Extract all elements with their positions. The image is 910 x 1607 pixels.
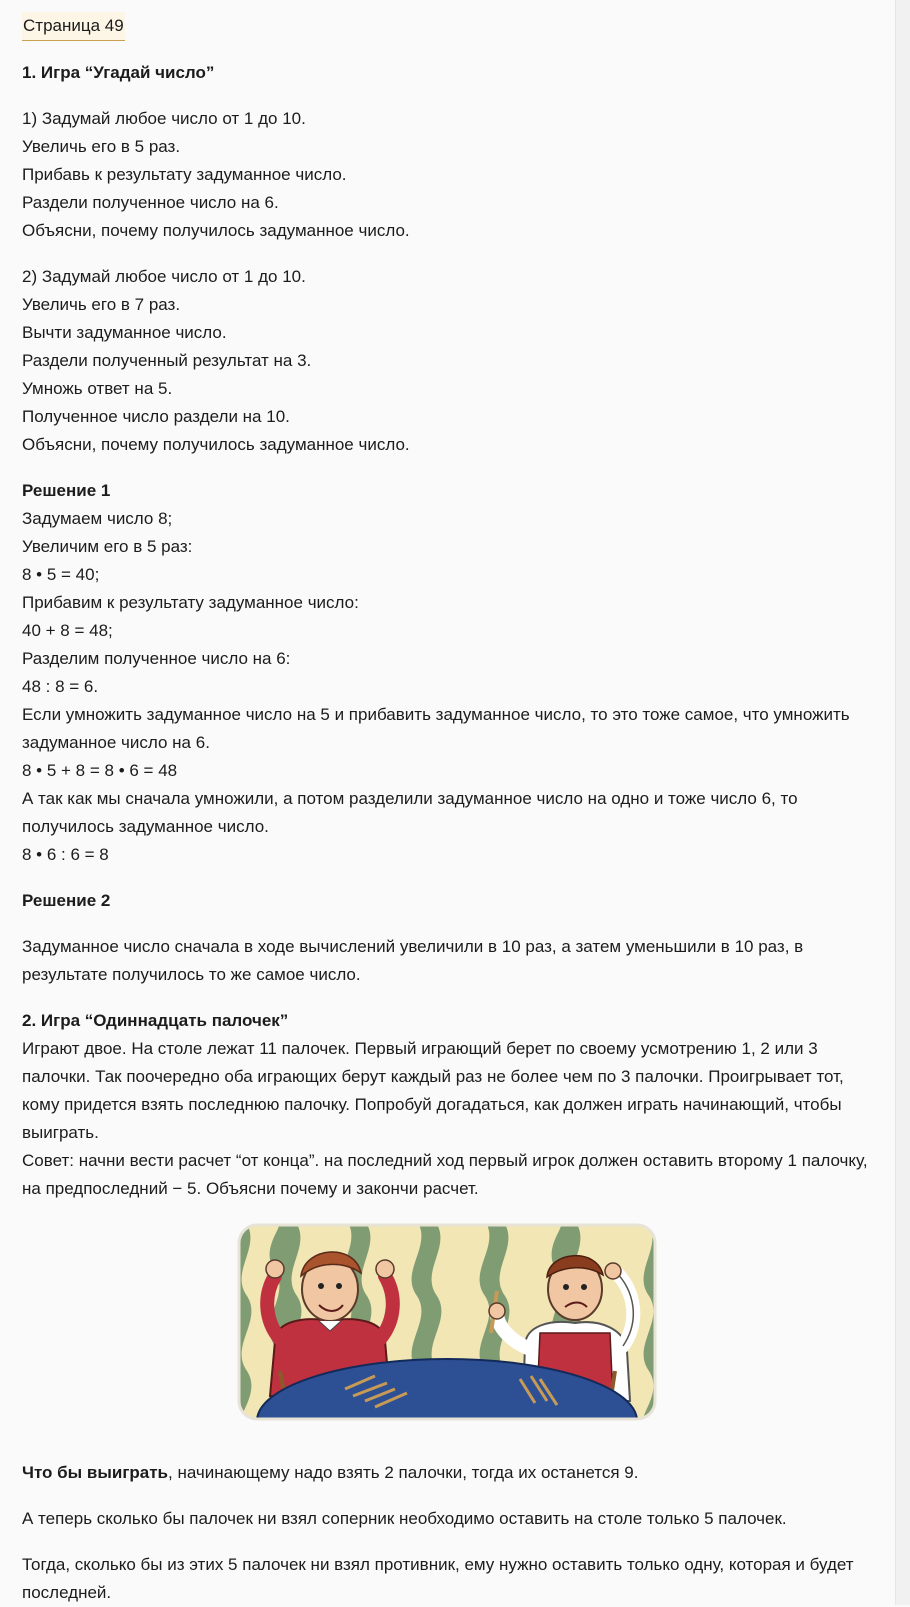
solution-line: 48 : 8 = 6. [22,677,99,696]
solution-line: А так как мы сначала умножили, а потом разделили задуманное число на одно и тоже число 6, то получилось задуманное число. [22,789,798,836]
scrollbar[interactable] [895,0,910,1605]
spacer [22,41,872,59]
answer-third-paragraph: Тогда, сколько бы из этих 5 палочек ни взял противник, ему нужно оставить только одну, которая и будет последней. [22,1555,854,1602]
spacer [22,869,872,887]
task-line: Раздели полученный результат на 3. [22,351,312,370]
solution-line: 8 • 5 = 40; [22,565,100,584]
task-line: Увеличь его в 5 раз. [22,137,181,156]
solution-line: Задумаем число 8; [22,509,173,528]
task2-text: Играют двое. На столе лежат 11 палочек. Первый играющий берет по своему усмотрению 1, 2 или 3 палочки. Так поочередно оба играющих берут каждый раз не более чем по 3 палочки. Проигрывает тот, кому придется взять последнюю палочку. Попробуй догадаться, как должен играть начинающий, чтобы выиграть. [22,1039,844,1142]
spacer [22,1487,872,1505]
main-content [22,12,872,1607]
task-line: Полученное число раздели на 10. [22,407,290,426]
answer-first-paragraph [22,1459,872,1487]
answer-bold-lead: Что бы выиграть [22,1463,169,1482]
two-boys-playing-sticks-illustration [235,1221,659,1423]
solution-line: Прибавим к результату задуманное число: [22,593,359,612]
task-line: Раздели полученное число на 6. [22,193,279,212]
task2-hint: Совет: начни вести расчет “от конца”. на последний ход первый игрок должен оставить второму 1 палочку, на предпоследний − 5. Объясни почему и закончи расчет. [22,1151,868,1198]
task1-part1 [22,105,872,245]
spacer [22,915,872,933]
task-line: Увеличь его в 7 раз. [22,295,181,314]
illustration-container [22,1221,872,1451]
task-line: Умножь ответ на 5. [22,379,173,398]
task-line: 1) Задумай любое число от 1 до 10. [22,109,306,128]
solution-line: 40 + 8 = 48; [22,621,113,640]
spacer [22,87,872,105]
spacer [22,989,872,1007]
spacer [22,1533,872,1551]
task-line: Объясни, почему получилось задуманное число. [22,435,410,454]
solution2-title: Решение 2 [22,891,111,910]
solution2-text: Задуманное число сначала в ходе вычислений увеличили в 10 раз, а затем уменьшили в 10 раз, в результате получилось то же самое число. [22,937,804,984]
task2-title: 2. Игра “Одиннадцать палочек” [22,1011,289,1030]
solution-line: Увеличим его в 5 раз: [22,537,193,556]
task-line: Вычти задуманное число. [22,323,227,342]
solution-line: 8 • 6 : 6 = 8 [22,845,109,864]
task-line: Прибавь к результату задуманное число. [22,165,347,184]
task-line: 2) Задумай любое число от 1 до 10. [22,267,306,286]
solution1-title: Решение 1 [22,481,111,500]
solution-line: Разделим полученное число на 6: [22,649,291,668]
spacer [22,245,872,263]
task-line: Объясни, почему получилось задуманное число. [22,221,410,240]
spacer [22,459,872,477]
answer-second-paragraph: А теперь сколько бы палочек ни взял соперник необходимо оставить на столе только 5 палочек. [22,1509,787,1528]
solution-line: Если умножить задуманное число на 5 и прибавить задуманное число, то это тоже самое, что умножить задуманное число на 6. [22,705,850,752]
task1-part2 [22,263,872,459]
page-number-link[interactable]: Страница 49 [22,12,125,41]
task1-title: 1. Игра “Угадай число” [22,63,215,82]
answer-lead-rest: , начинающему надо взять 2 палочки, тогда их останется 9. [168,1463,639,1482]
solution1-body [22,505,872,869]
solution-line: 8 • 5 + 8 = 8 • 6 = 48 [22,761,178,780]
